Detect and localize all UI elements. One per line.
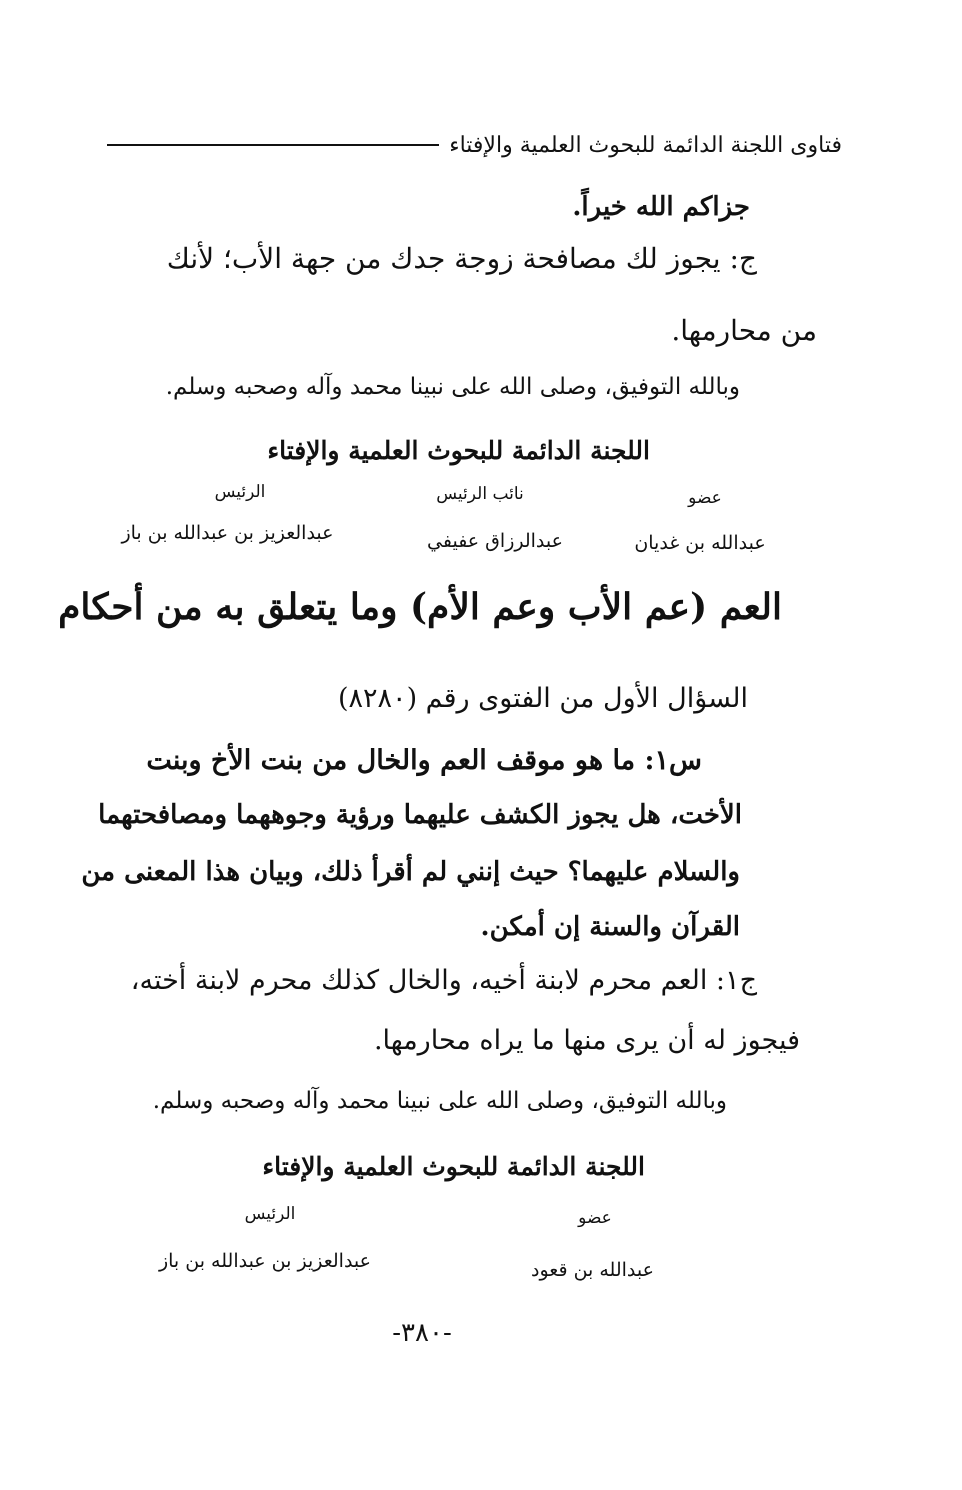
answer-line: ج١: العم محرم لابنة أخيه، والخال كذلك محرم لابنة أخته، bbox=[130, 965, 757, 996]
fatwa-reference: السؤال الأول من الفتوى رقم (٨٢٨٠) bbox=[338, 683, 748, 714]
signatory-name: عبدالعزيز بن عبدالله بن باز bbox=[158, 1250, 372, 1272]
signatory-role: الرئيس bbox=[244, 1204, 296, 1224]
running-header-title: فتاوى اللجنة الدائمة للبحوث العلمية والإفتاء bbox=[449, 132, 842, 158]
answer-text: ج: يجوز لك مصافحة زوجة جدك من جهة الأب؛ لأنك bbox=[166, 242, 757, 275]
header-rule bbox=[107, 144, 439, 146]
page-number: -٣٨٠- bbox=[392, 1318, 452, 1348]
question-line: والسلام عليهما؟ حيث إنني لم أقرأ ذلك، وبيان هذا المعنى من bbox=[81, 857, 740, 887]
question-line: القرآن والسنة إن أمكن. bbox=[480, 912, 740, 942]
answer-line: من محارمها. bbox=[671, 314, 817, 347]
committee-name: اللجنة الدائمة للبحوث العلمية والإفتاء bbox=[267, 436, 650, 465]
signatory-role: عضو bbox=[578, 1208, 612, 1228]
signatory-role: الرئيس bbox=[214, 482, 266, 502]
signatory-name: عبدالله بن قعود bbox=[531, 1259, 654, 1281]
committee-name: اللجنة الدائمة للبحوث العلمية والإفتاء bbox=[262, 1152, 645, 1181]
closing-prayer: وبالله التوفيق، وصلى الله على نبينا محمد وآله وصحبه وسلم. bbox=[165, 374, 740, 400]
signatory-role: نائب الرئيس bbox=[436, 484, 524, 504]
signatory-name: عبدالله بن غديان bbox=[634, 532, 766, 554]
answer-line bbox=[102, 242, 757, 275]
running-header bbox=[107, 128, 842, 162]
signatory-name: عبدالعزيز بن عبدالله بن باز bbox=[121, 522, 334, 544]
answer-line: فيجوز له أن يرى منها ما يراه محارمها. bbox=[373, 1025, 800, 1056]
section-title: العم (عم الأب وعم الأم) وما يتعلق به من أحكام bbox=[58, 586, 782, 628]
signatory-role: عضو bbox=[688, 488, 722, 508]
closing-prayer: وبالله التوفيق، وصلى الله على نبينا محمد وآله وصحبه وسلم. bbox=[152, 1088, 727, 1114]
question-line: س١: ما هو موقف العم والخال من بنت الأخ وبنت bbox=[146, 745, 702, 776]
signatory-name: عبدالرزاق عفيفي bbox=[427, 530, 563, 552]
question-end: جزاكم الله خيراً. bbox=[572, 192, 750, 222]
question-line: الأخت، هل يجوز الكشف عليهما ورؤية وجوههما ومصافحتهما bbox=[98, 800, 742, 830]
